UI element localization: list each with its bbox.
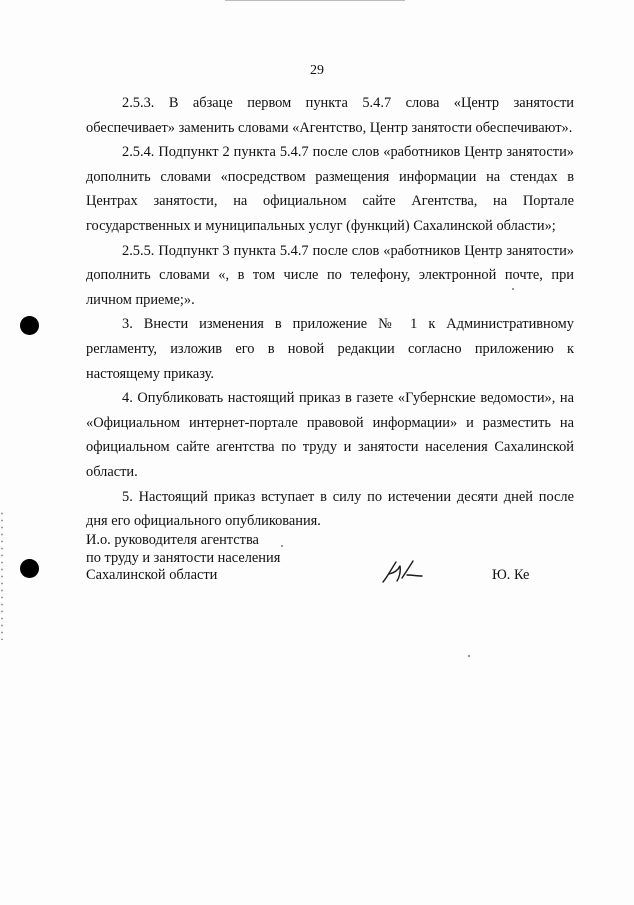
paragraph-2-5-3: 2.5.3. В абзаце первом пункта 5.4.7 слова «Центр занятости обеспечивает» заменить словами «Агентство, Центр занятости обеспечивают». — [86, 95, 574, 136]
paragraph-5: 5. Настоящий приказ вступает в силу по истечении десяти дней после дня его официального опубликования. — [86, 488, 574, 530]
scan-speck — [512, 288, 514, 290]
paragraph-2-5-5: 2.5.5. Подпункт 3 пункта 5.4.7 после слов «работников Центр занятости» дополнить словами «, в том числе по телефону, электронной почте, при личном приеме;». — [86, 242, 574, 308]
position-line: И.о. руководителя агентства — [86, 532, 259, 548]
signer-name: Ю. Ке — [492, 567, 530, 583]
hole-punch-mark — [20, 316, 39, 335]
scan-speck — [468, 655, 470, 657]
signatory-position — [86, 532, 280, 585]
position-line: Сахалинской области — [86, 567, 218, 584]
handwritten-signature — [380, 556, 424, 586]
page-number: 29 — [310, 63, 324, 78]
paragraph-3: 3. Внести изменения в приложение № 1 к Административному регламенту, изложив его в новой редакции согласно приложению к настоящему приказу. — [86, 316, 574, 382]
document-body — [86, 91, 574, 534]
hole-punch-mark — [20, 559, 39, 578]
position-line: по труду и занятости населения — [86, 549, 281, 566]
scan-margin-artifact — [1, 510, 3, 640]
paragraph-4: 4. Опубликовать настоящий приказ в газете «Губернские ведомости», на «Официальном интернет-портале правовой информации» и разместить на официальном сайте агентства по труду и занятости населения Сахалинской области. — [86, 390, 574, 480]
scan-speck — [281, 545, 283, 547]
paragraph-2-5-4: 2.5.4. Подпункт 2 пункта 5.4.7 после слов «работников Центр занятости» дополнить словами «посредством размещения информации на стендах в Центрах занятости, на официальном сайте Агентства, на Портале государственных и муниципальных услуг (функций) Сахалинской области»; — [86, 144, 574, 234]
scan-edge-line — [225, 0, 405, 1]
